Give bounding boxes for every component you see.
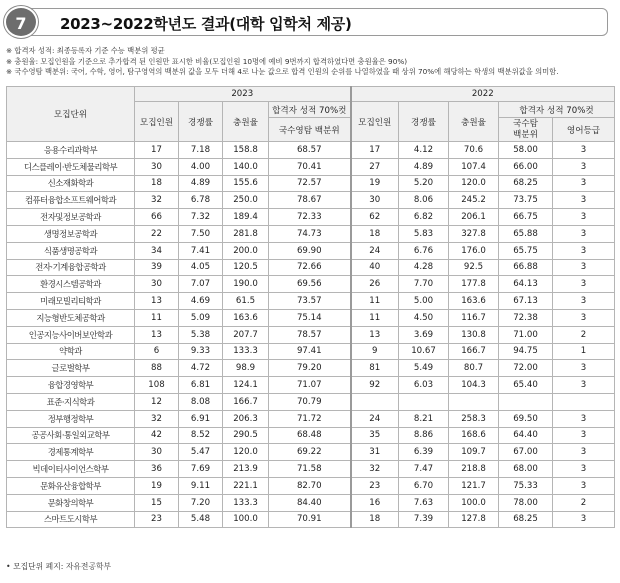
page-title: 2023~2022학년도 결과(대학 입학처 제공) xyxy=(60,15,352,33)
ratio-2023-cell: 7.69 xyxy=(179,461,223,478)
table-row xyxy=(7,142,615,159)
section-number-badge: 7 xyxy=(4,6,38,38)
table-row xyxy=(7,192,615,209)
ratio-2022-cell: 6.82 xyxy=(399,209,449,226)
unit-cell: 문화유산융합학부 xyxy=(7,477,135,494)
note-percentile: ※ 국수영탐 백분위: 국어, 수학, 영어, 탐구영역의 백분위 값을 모두 더해 4로 나눈 값으로 합격 인원의 순위를 나열하였을 때 상위 70%에 해당하는 학생의 백분위값을 의미함. xyxy=(6,67,559,77)
quota-2022-cell: 11 xyxy=(351,309,399,326)
score-2022-cell: 72.00 xyxy=(499,360,553,377)
score-2023-cell: 71.58 xyxy=(269,461,351,478)
quota-2022-cell: 32 xyxy=(351,461,399,478)
ratio-2023-cell: 7.50 xyxy=(179,225,223,242)
ratio-2023-cell: 7.20 xyxy=(179,494,223,511)
english-2022-cell: 3 xyxy=(553,461,615,478)
table-row xyxy=(7,293,615,310)
quota-2022-cell: 9 xyxy=(351,343,399,360)
fill-2022-cell: 120.0 xyxy=(449,175,499,192)
quota-2023-cell: 15 xyxy=(135,494,179,511)
quota-2023-cell: 22 xyxy=(135,225,179,242)
fill-2022-cell: 168.6 xyxy=(449,427,499,444)
table-row xyxy=(7,242,615,259)
header-score-2022-line2: 백분위 xyxy=(513,129,538,140)
score-2022-cell: 58.00 xyxy=(499,142,553,159)
fill-2022-cell: 104.3 xyxy=(449,377,499,394)
quota-2023-cell: 34 xyxy=(135,242,179,259)
fill-2023-cell: 61.5 xyxy=(223,293,269,310)
english-2022-cell: 3 xyxy=(553,142,615,159)
score-2023-cell: 84.40 xyxy=(269,494,351,511)
unit-cell: 빅데이터사이언스학부 xyxy=(7,461,135,478)
unit-cell: 미래모빌리티학과 xyxy=(7,293,135,310)
score-2023-cell: 78.57 xyxy=(269,326,351,343)
quota-2022-cell: 35 xyxy=(351,427,399,444)
header-score-group-2022: 합격자 성적 70%컷 xyxy=(499,102,615,118)
ratio-2023-cell: 5.09 xyxy=(179,309,223,326)
english-2022-cell: 3 xyxy=(553,259,615,276)
score-2022-cell: 65.75 xyxy=(499,242,553,259)
unit-cell: 신소재화학과 xyxy=(7,175,135,192)
quota-2022-cell: 13 xyxy=(351,326,399,343)
header-quota-2022: 모집인원 xyxy=(351,102,399,142)
ratio-2022-cell: 6.76 xyxy=(399,242,449,259)
table-row xyxy=(7,276,615,293)
fill-2022-cell: 116.7 xyxy=(449,309,499,326)
score-2022-cell xyxy=(499,393,553,410)
quota-2022-cell: 81 xyxy=(351,360,399,377)
ratio-2023-cell: 6.78 xyxy=(179,192,223,209)
quota-2023-cell: 42 xyxy=(135,427,179,444)
ratio-2022-cell: 8.21 xyxy=(399,410,449,427)
quota-2022-cell: 62 xyxy=(351,209,399,226)
fill-2023-cell: 221.1 xyxy=(223,477,269,494)
quota-2022-cell: 40 xyxy=(351,259,399,276)
fill-2023-cell: 281.8 xyxy=(223,225,269,242)
table-row xyxy=(7,309,615,326)
english-2022-cell: 3 xyxy=(553,225,615,242)
unit-cell: 경제통계학부 xyxy=(7,444,135,461)
table-row xyxy=(7,393,615,410)
fill-2022-cell: 107.4 xyxy=(449,158,499,175)
unit-cell: 문화창의학부 xyxy=(7,494,135,511)
score-2022-cell: 78.00 xyxy=(499,494,553,511)
fill-2022-cell: 109.7 xyxy=(449,444,499,461)
header-score-2022 xyxy=(499,118,553,142)
quota-2022-cell: 17 xyxy=(351,142,399,159)
unit-cell: 응용수리과학부 xyxy=(7,142,135,159)
fill-2022-cell: 258.3 xyxy=(449,410,499,427)
score-2022-cell: 68.25 xyxy=(499,175,553,192)
fill-2023-cell: 124.1 xyxy=(223,377,269,394)
fill-2022-cell: 70.6 xyxy=(449,142,499,159)
header-score-2022-line1: 국수탐 xyxy=(513,118,538,129)
english-2022-cell: 3 xyxy=(553,309,615,326)
quota-2023-cell: 12 xyxy=(135,393,179,410)
unit-cell: 컴퓨터융합소프트웨어학과 xyxy=(7,192,135,209)
score-2023-cell: 69.56 xyxy=(269,276,351,293)
ratio-2023-cell: 7.07 xyxy=(179,276,223,293)
fill-2022-cell: 206.1 xyxy=(449,209,499,226)
table-row xyxy=(7,461,615,478)
fill-2022-cell: 163.6 xyxy=(449,293,499,310)
ratio-2023-cell: 8.08 xyxy=(179,393,223,410)
table-row xyxy=(7,225,615,242)
quota-2023-cell: 36 xyxy=(135,461,179,478)
quota-2022-cell: 31 xyxy=(351,444,399,461)
score-2023-cell: 82.70 xyxy=(269,477,351,494)
ratio-2023-cell: 5.38 xyxy=(179,326,223,343)
score-2022-cell: 68.25 xyxy=(499,511,553,528)
score-2022-cell: 66.88 xyxy=(499,259,553,276)
score-2022-cell: 72.38 xyxy=(499,309,553,326)
ratio-2022-cell: 6.03 xyxy=(399,377,449,394)
table-row xyxy=(7,477,615,494)
quota-2022-cell: 27 xyxy=(351,158,399,175)
english-2022-cell: 3 xyxy=(553,477,615,494)
table-row xyxy=(7,343,615,360)
score-2023-cell: 69.22 xyxy=(269,444,351,461)
ratio-2023-cell: 4.05 xyxy=(179,259,223,276)
score-2023-cell: 70.91 xyxy=(269,511,351,528)
table-row xyxy=(7,175,615,192)
english-2022-cell: 2 xyxy=(553,326,615,343)
footnote: • 모집단위 폐지: 자유전공학부 xyxy=(6,562,112,571)
unit-cell: 지능형반도체공학과 xyxy=(7,309,135,326)
note-fill-rate: ※ 충원율: 모집인원을 기준으로 추가합격 된 인원만 표시한 비율(모집인원 10명에 예비 9번까지 합격하였다면 충원율은 90%) xyxy=(6,56,408,66)
table-row xyxy=(7,209,615,226)
score-2022-cell: 69.50 xyxy=(499,410,553,427)
quota-2023-cell: 17 xyxy=(135,142,179,159)
score-2022-cell: 64.13 xyxy=(499,276,553,293)
quota-2022-cell: 26 xyxy=(351,276,399,293)
fill-2023-cell: 133.3 xyxy=(223,494,269,511)
quota-2022-cell: 30 xyxy=(351,192,399,209)
unit-cell: 전자및정보공학과 xyxy=(7,209,135,226)
fill-2023-cell: 163.6 xyxy=(223,309,269,326)
header-year-2022: 2022 xyxy=(351,87,615,102)
quota-2022-cell: 92 xyxy=(351,377,399,394)
quota-2023-cell: 19 xyxy=(135,477,179,494)
fill-2023-cell: 100.0 xyxy=(223,511,269,528)
ratio-2023-cell: 7.41 xyxy=(179,242,223,259)
table-row xyxy=(7,444,615,461)
table-row xyxy=(7,326,615,343)
unit-cell: 공공사회·통일외교학부 xyxy=(7,427,135,444)
ratio-2022-cell: 5.49 xyxy=(399,360,449,377)
ratio-2023-cell: 7.18 xyxy=(179,142,223,159)
score-2023-cell: 73.57 xyxy=(269,293,351,310)
fill-2023-cell: 213.9 xyxy=(223,461,269,478)
unit-cell: 디스플레이·반도체물리학부 xyxy=(7,158,135,175)
score-2023-cell: 68.57 xyxy=(269,142,351,159)
table-row xyxy=(7,377,615,394)
header-ratio-2023: 경쟁률 xyxy=(179,102,223,142)
unit-cell: 인공지능사이버보안학과 xyxy=(7,326,135,343)
score-2023-cell: 71.07 xyxy=(269,377,351,394)
unit-cell: 표준·지식학과 xyxy=(7,393,135,410)
header-unit: 모집단위 xyxy=(7,87,135,142)
quota-2023-cell: 32 xyxy=(135,410,179,427)
ratio-2022-cell: 5.00 xyxy=(399,293,449,310)
fill-2023-cell: 189.4 xyxy=(223,209,269,226)
ratio-2022-cell: 7.63 xyxy=(399,494,449,511)
quota-2022-cell: 18 xyxy=(351,225,399,242)
ratio-2023-cell: 4.72 xyxy=(179,360,223,377)
header-score-2023: 국수영탐 백분위 xyxy=(269,118,351,142)
fill-2023-cell: 190.0 xyxy=(223,276,269,293)
note-score: ※ 합격자 성적: 최종등록자 기준 수능 백분위 평균 xyxy=(6,46,165,55)
fill-2022-cell: 218.8 xyxy=(449,461,499,478)
unit-cell: 전자·기계융합공학과 xyxy=(7,259,135,276)
quota-2023-cell: 13 xyxy=(135,293,179,310)
english-2022-cell: 3 xyxy=(553,377,615,394)
score-2023-cell: 72.33 xyxy=(269,209,351,226)
quota-2023-cell: 30 xyxy=(135,276,179,293)
header-year-2023: 2023 xyxy=(135,87,351,102)
unit-cell: 정부행정학부 xyxy=(7,410,135,427)
english-2022-cell: 3 xyxy=(553,410,615,427)
score-2023-cell: 70.41 xyxy=(269,158,351,175)
score-2023-cell: 71.72 xyxy=(269,410,351,427)
fill-2023-cell: 120.0 xyxy=(223,444,269,461)
english-2022-cell: 3 xyxy=(553,242,615,259)
header-english-2022: 영어등급 xyxy=(553,118,615,142)
quota-2023-cell: 30 xyxy=(135,444,179,461)
quota-2023-cell: 11 xyxy=(135,309,179,326)
table-row xyxy=(7,410,615,427)
score-2022-cell: 65.40 xyxy=(499,377,553,394)
quota-2023-cell: 6 xyxy=(135,343,179,360)
score-2023-cell: 72.57 xyxy=(269,175,351,192)
fill-2022-cell: 100.0 xyxy=(449,494,499,511)
ratio-2022-cell: 4.89 xyxy=(399,158,449,175)
ratio-2022-cell: 5.83 xyxy=(399,225,449,242)
fill-2023-cell: 200.0 xyxy=(223,242,269,259)
ratio-2023-cell: 8.52 xyxy=(179,427,223,444)
fill-2022-cell: 130.8 xyxy=(449,326,499,343)
unit-cell: 스마트도시학부 xyxy=(7,511,135,528)
quota-2023-cell: 18 xyxy=(135,175,179,192)
english-2022-cell xyxy=(553,393,615,410)
ratio-2023-cell: 4.89 xyxy=(179,175,223,192)
quota-2022-cell: 16 xyxy=(351,494,399,511)
results-table xyxy=(6,86,615,528)
ratio-2022-cell: 5.20 xyxy=(399,175,449,192)
ratio-2022-cell: 4.50 xyxy=(399,309,449,326)
header-fill-2022: 충원율 xyxy=(449,102,499,142)
score-2023-cell: 69.90 xyxy=(269,242,351,259)
score-2022-cell: 68.00 xyxy=(499,461,553,478)
quota-2023-cell: 30 xyxy=(135,158,179,175)
fill-2022-cell: 92.5 xyxy=(449,259,499,276)
unit-cell: 식품생명공학과 xyxy=(7,242,135,259)
unit-cell: 환경시스템공학과 xyxy=(7,276,135,293)
header-ratio-2022: 경쟁률 xyxy=(399,102,449,142)
ratio-2023-cell: 4.69 xyxy=(179,293,223,310)
score-2023-cell: 70.79 xyxy=(269,393,351,410)
fill-2022-cell: 127.8 xyxy=(449,511,499,528)
quota-2022-cell: 24 xyxy=(351,410,399,427)
ratio-2022-cell: 8.06 xyxy=(399,192,449,209)
english-2022-cell: 3 xyxy=(553,511,615,528)
quota-2023-cell: 108 xyxy=(135,377,179,394)
ratio-2022-cell: 4.12 xyxy=(399,142,449,159)
unit-cell: 글로벌학부 xyxy=(7,360,135,377)
ratio-2022-cell xyxy=(399,393,449,410)
table-row xyxy=(7,158,615,175)
fill-2023-cell: 166.7 xyxy=(223,393,269,410)
fill-2023-cell: 155.6 xyxy=(223,175,269,192)
score-2023-cell: 78.67 xyxy=(269,192,351,209)
quota-2022-cell: 24 xyxy=(351,242,399,259)
fill-2022-cell: 80.7 xyxy=(449,360,499,377)
fill-2022-cell: 176.0 xyxy=(449,242,499,259)
fill-2022-cell: 166.7 xyxy=(449,343,499,360)
english-2022-cell: 3 xyxy=(553,158,615,175)
fill-2022-cell: 245.2 xyxy=(449,192,499,209)
section-header xyxy=(4,4,612,38)
ratio-2023-cell: 5.48 xyxy=(179,511,223,528)
ratio-2022-cell: 6.70 xyxy=(399,477,449,494)
ratio-2022-cell: 6.39 xyxy=(399,444,449,461)
fill-2023-cell: 206.3 xyxy=(223,410,269,427)
score-2023-cell: 97.41 xyxy=(269,343,351,360)
fill-2023-cell: 290.5 xyxy=(223,427,269,444)
fill-2023-cell: 207.7 xyxy=(223,326,269,343)
ratio-2023-cell: 5.47 xyxy=(179,444,223,461)
fill-2023-cell: 98.9 xyxy=(223,360,269,377)
quota-2023-cell: 13 xyxy=(135,326,179,343)
score-2022-cell: 75.33 xyxy=(499,477,553,494)
english-2022-cell: 2 xyxy=(553,494,615,511)
ratio-2022-cell: 4.28 xyxy=(399,259,449,276)
unit-cell: 약학과 xyxy=(7,343,135,360)
header-fill-2023: 충원율 xyxy=(223,102,269,142)
ratio-2022-cell: 10.67 xyxy=(399,343,449,360)
fill-2022-cell: 121.7 xyxy=(449,477,499,494)
score-2022-cell: 67.13 xyxy=(499,293,553,310)
english-2022-cell: 3 xyxy=(553,293,615,310)
ratio-2023-cell: 9.11 xyxy=(179,477,223,494)
score-2022-cell: 71.00 xyxy=(499,326,553,343)
english-2022-cell: 3 xyxy=(553,427,615,444)
quota-2023-cell: 39 xyxy=(135,259,179,276)
header-score-group-2023: 합격자 성적 70%컷 xyxy=(269,102,351,118)
english-2022-cell: 3 xyxy=(553,175,615,192)
table-row xyxy=(7,511,615,528)
score-2023-cell: 74.73 xyxy=(269,225,351,242)
score-2023-cell: 72.66 xyxy=(269,259,351,276)
score-2023-cell: 68.48 xyxy=(269,427,351,444)
quota-2023-cell: 32 xyxy=(135,192,179,209)
english-2022-cell: 3 xyxy=(553,444,615,461)
english-2022-cell: 3 xyxy=(553,209,615,226)
quota-2022-cell xyxy=(351,393,399,410)
ratio-2023-cell: 9.33 xyxy=(179,343,223,360)
english-2022-cell: 1 xyxy=(553,343,615,360)
table-row xyxy=(7,494,615,511)
score-2023-cell: 75.14 xyxy=(269,309,351,326)
unit-cell: 생명정보공학과 xyxy=(7,225,135,242)
english-2022-cell: 3 xyxy=(553,360,615,377)
score-2022-cell: 66.00 xyxy=(499,158,553,175)
ratio-2022-cell: 8.86 xyxy=(399,427,449,444)
score-2022-cell: 73.75 xyxy=(499,192,553,209)
table-row xyxy=(7,427,615,444)
ratio-2023-cell: 6.81 xyxy=(179,377,223,394)
score-2022-cell: 67.00 xyxy=(499,444,553,461)
ratio-2023-cell: 6.91 xyxy=(179,410,223,427)
table-row xyxy=(7,259,615,276)
ratio-2022-cell: 7.39 xyxy=(399,511,449,528)
fill-2022-cell: 327.8 xyxy=(449,225,499,242)
fill-2022-cell xyxy=(449,393,499,410)
notes xyxy=(6,46,616,78)
score-2022-cell: 94.75 xyxy=(499,343,553,360)
score-2022-cell: 65.88 xyxy=(499,225,553,242)
score-2023-cell: 79.20 xyxy=(269,360,351,377)
ratio-2022-cell: 7.47 xyxy=(399,461,449,478)
quota-2022-cell: 11 xyxy=(351,293,399,310)
fill-2022-cell: 177.8 xyxy=(449,276,499,293)
quota-2022-cell: 19 xyxy=(351,175,399,192)
fill-2023-cell: 133.3 xyxy=(223,343,269,360)
quota-2023-cell: 66 xyxy=(135,209,179,226)
quota-2022-cell: 18 xyxy=(351,511,399,528)
ratio-2023-cell: 4.00 xyxy=(179,158,223,175)
ratio-2022-cell: 7.70 xyxy=(399,276,449,293)
fill-2023-cell: 250.0 xyxy=(223,192,269,209)
fill-2023-cell: 120.5 xyxy=(223,259,269,276)
ratio-2022-cell: 3.69 xyxy=(399,326,449,343)
quota-2023-cell: 88 xyxy=(135,360,179,377)
score-2022-cell: 66.75 xyxy=(499,209,553,226)
english-2022-cell: 3 xyxy=(553,192,615,209)
fill-2023-cell: 140.0 xyxy=(223,158,269,175)
quota-2022-cell: 23 xyxy=(351,477,399,494)
unit-cell: 융합경영학부 xyxy=(7,377,135,394)
quota-2023-cell: 23 xyxy=(135,511,179,528)
fill-2023-cell: 158.8 xyxy=(223,142,269,159)
english-2022-cell: 3 xyxy=(553,276,615,293)
header-quota-2023: 모집인원 xyxy=(135,102,179,142)
score-2022-cell: 64.40 xyxy=(499,427,553,444)
table-row xyxy=(7,360,615,377)
ratio-2023-cell: 7.32 xyxy=(179,209,223,226)
